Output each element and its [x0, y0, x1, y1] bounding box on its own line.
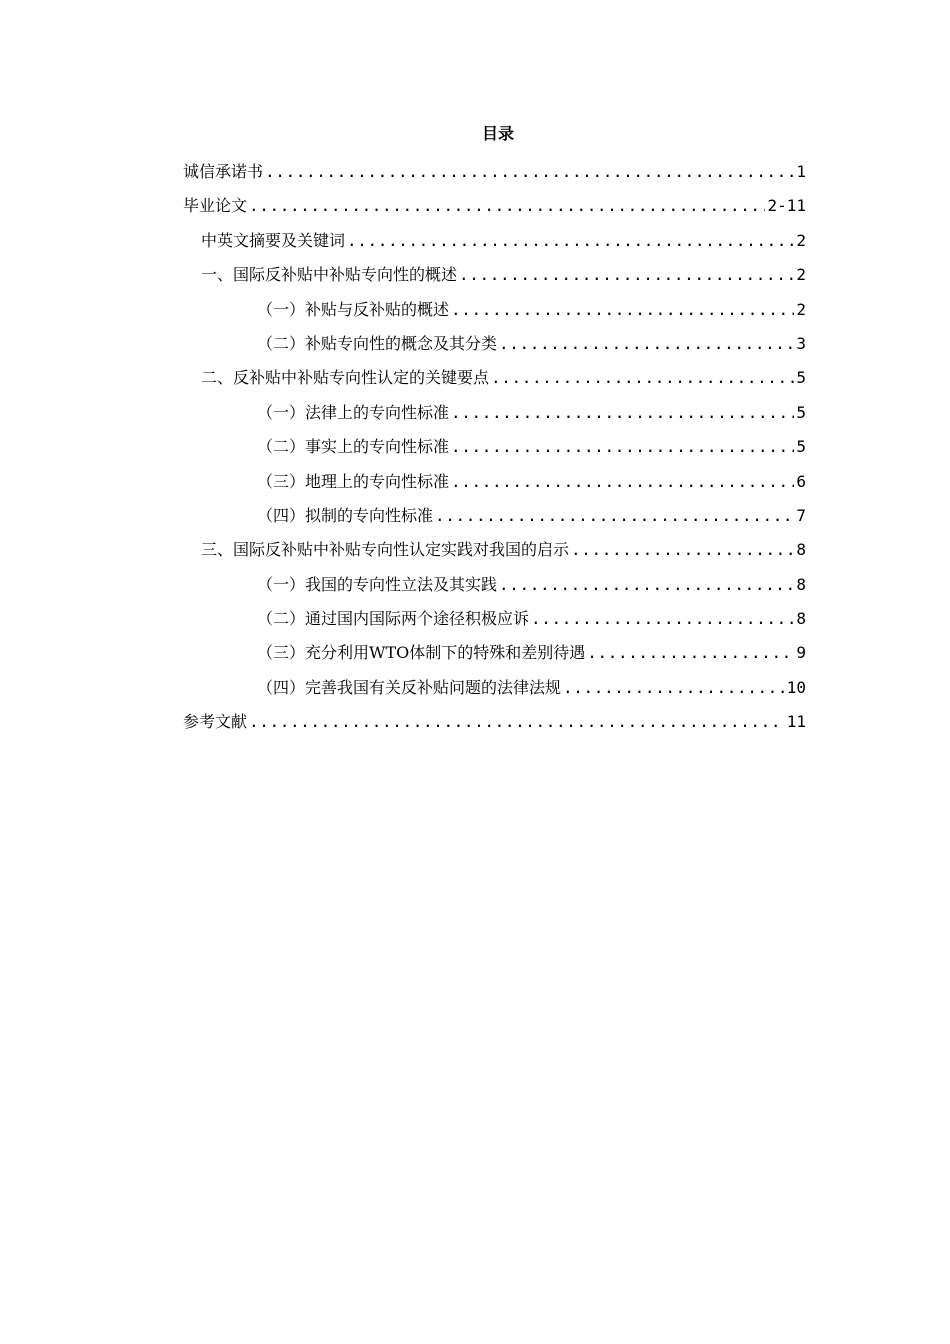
toc-entry[interactable]	[183, 433, 806, 467]
toc-leader-dots	[347, 227, 794, 255]
toc-entry-page: 8	[796, 574, 806, 594]
toc-entry[interactable]	[183, 158, 806, 192]
toc-entry-text: （二）事实上的专向性标准	[257, 437, 450, 457]
toc-leader-dots	[563, 674, 785, 702]
toc-entry-page: 7	[796, 505, 806, 525]
toc-entry[interactable]	[183, 605, 806, 639]
toc-entry-page: 5	[796, 368, 806, 388]
toc-list	[183, 158, 806, 743]
toc-leader-dots	[499, 571, 794, 599]
toc-entry-page: 10	[786, 677, 806, 697]
toc-entry[interactable]	[183, 227, 806, 261]
toc-entry-page: 6	[796, 471, 806, 491]
toc-entry[interactable]	[183, 330, 806, 364]
toc-entry-text: （一）法律上的专向性标准	[257, 402, 450, 422]
toc-leader-dots	[499, 330, 794, 358]
toc-entry[interactable]	[183, 468, 806, 502]
toc-entry-page: 5	[796, 437, 806, 457]
toc-entry[interactable]	[183, 571, 806, 605]
toc-entry-text: 三、国际反补贴中补贴专向性认定实践对我国的启示	[201, 540, 570, 560]
toc-entry-text: （二）通过国内国际两个途径积极应诉	[257, 609, 530, 629]
toc-entry[interactable]	[183, 639, 806, 673]
toc-entry-text: 二、反补贴中补贴专向性认定的关键要点	[201, 368, 490, 388]
toc-entry-text: （三）地理上的专向性标准	[257, 471, 450, 491]
toc-leader-dots	[451, 433, 794, 461]
toc-entry-text: （一）补贴与反补贴的概述	[257, 299, 450, 319]
toc-leader-dots	[249, 708, 785, 736]
toc-leader-dots	[451, 399, 794, 427]
toc-entry-page: 2	[796, 265, 806, 285]
toc-entry[interactable]	[183, 674, 806, 708]
toc-leader-dots	[451, 296, 794, 324]
toc-entry-page: 1	[796, 162, 806, 181]
toc-entry-text: 诚信承诺书	[183, 162, 264, 181]
toc-entry[interactable]	[183, 399, 806, 433]
toc-entry[interactable]	[183, 364, 806, 398]
toc-entry-page: 5	[796, 402, 806, 422]
toc-entry-text: 毕业论文	[183, 196, 248, 216]
toc-entry-text: 参考文献	[183, 712, 248, 732]
toc-leader-dots	[249, 192, 765, 220]
toc-leader-dots	[491, 364, 794, 392]
toc-entry-page: 11	[786, 712, 806, 732]
toc-leader-dots	[587, 639, 794, 667]
toc-entry-text: （三）充分利用WTO体制下的特殊和差别待遇	[257, 643, 586, 663]
toc-entry-text: （一）我国的专向性立法及其实践	[257, 574, 498, 594]
toc-entry-text: （四）拟制的专向性标准	[257, 505, 434, 525]
toc-entry-page: 8	[796, 540, 806, 560]
toc-leader-dots	[435, 502, 794, 530]
toc-leader-dots	[265, 158, 794, 186]
toc-entry[interactable]	[183, 261, 806, 295]
toc-entry-page: 2	[796, 299, 806, 319]
toc-leader-dots	[451, 468, 794, 496]
toc-entry-page: 2	[796, 230, 806, 250]
toc-leader-dots	[531, 605, 794, 633]
toc-leader-dots	[571, 536, 794, 564]
toc-entry-page: 2-11	[767, 196, 806, 216]
toc-entry-text: 中英文摘要及关键词	[201, 230, 346, 250]
toc-entry-page: 8	[796, 609, 806, 629]
toc-entry-text: 一、国际反补贴中补贴专向性的概述	[201, 265, 458, 285]
toc-entry[interactable]	[183, 296, 806, 330]
toc-entry[interactable]	[183, 502, 806, 536]
toc-entry[interactable]	[183, 192, 806, 226]
toc-entry[interactable]	[183, 708, 806, 742]
toc-entry-page: 9	[796, 643, 806, 663]
toc-entry-page: 3	[796, 333, 806, 353]
toc-entry[interactable]	[183, 536, 806, 570]
toc-entry-text: （二）补贴专向性的概念及其分类	[257, 333, 498, 353]
toc-title: 目录	[481, 124, 514, 143]
toc-leader-dots	[459, 261, 794, 289]
toc-entry-text: （四）完善我国有关反补贴问题的法律法规	[257, 677, 562, 697]
